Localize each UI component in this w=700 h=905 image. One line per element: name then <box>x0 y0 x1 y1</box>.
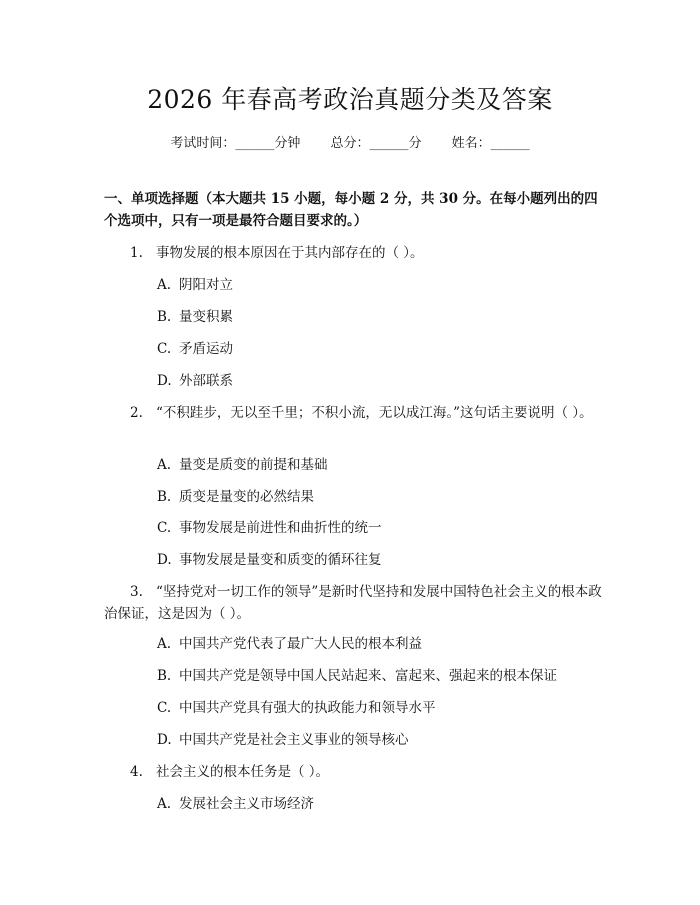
option-letter: D. <box>157 373 172 389</box>
option-text: 中国共产党代表了最广大人民的根本利益 <box>179 636 422 652</box>
question-3-option-d <box>157 729 409 751</box>
page-title: 2026 年春高考政治真题分类及答案 <box>147 85 553 114</box>
question-number: 2. <box>130 405 143 421</box>
question-3-option-a <box>157 633 422 655</box>
option-letter: B. <box>157 309 172 325</box>
option-letter: C. <box>157 700 172 716</box>
option-text: 中国共产党是领导中国人民站起来、富起来、强起来的根本保证 <box>179 668 557 684</box>
option-text: 阴阳对立 <box>179 277 233 293</box>
option-text: 中国共产党具有强大的执政能力和领导水平 <box>179 700 436 716</box>
question-4-option-a <box>157 793 314 815</box>
section-header: 一、单项选择题（本大题共 15 小题，每小题 2 分，共 30 分。在每小题列出的四个选项中，只有一项是最符合题目要求的。） <box>104 191 598 229</box>
option-text: 矛盾运动 <box>179 341 233 357</box>
option-letter: A. <box>157 457 172 473</box>
question-2-option-d <box>157 549 382 571</box>
question-text: 社会主义的根本任务是（ ）。 <box>156 764 330 780</box>
question-number: 3. <box>130 584 143 600</box>
question-text: 事物发展的根本原因在于其内部存在的（ ）。 <box>156 245 424 261</box>
question-text: “不积跬步，无以至千里；不积小流，无以成江海。”这句话主要说明（ ）。 <box>156 405 593 421</box>
question-1-option-a <box>157 274 233 296</box>
option-text: 中国共产党是社会主义事业的领导核心 <box>179 732 409 748</box>
question-2 <box>104 402 604 424</box>
question-1-option-d <box>157 370 233 392</box>
question-number: 4. <box>130 764 143 780</box>
option-letter: B. <box>157 489 172 505</box>
option-letter: B. <box>157 668 172 684</box>
question-2-option-a <box>157 454 328 476</box>
question-2-option-c <box>157 517 382 539</box>
option-letter: A. <box>157 796 172 812</box>
question-text: “坚持党对一切工作的领导”是新时代坚持和发展中国特色社会主义的根本政治保证，这是因为（ ）。 <box>104 584 602 622</box>
question-1 <box>104 242 604 264</box>
option-letter: A. <box>157 277 172 293</box>
option-text: 外部联系 <box>179 373 233 389</box>
question-number: 1. <box>130 245 143 261</box>
option-letter: D. <box>157 732 172 748</box>
option-text: 事物发展是量变和质变的循环往复 <box>179 552 382 568</box>
option-text: 事物发展是前进性和曲折性的统一 <box>179 520 382 536</box>
option-letter: C. <box>157 520 172 536</box>
question-1-option-c <box>157 338 233 360</box>
student-name-field: 姓名：______ <box>451 136 530 151</box>
question-3-option-c <box>157 697 436 719</box>
question-4 <box>104 761 604 783</box>
option-letter: D. <box>157 552 172 568</box>
option-text: 量变积累 <box>179 309 233 325</box>
exam-time-field: 考试时间：______分钟 <box>170 136 301 151</box>
option-text: 质变是量变的必然结果 <box>179 489 314 505</box>
question-1-option-b <box>157 306 233 328</box>
question-3 <box>104 581 604 625</box>
total-score-field: 总分：______分 <box>330 136 422 151</box>
exam-meta <box>0 132 700 151</box>
option-text: 发展社会主义市场经济 <box>179 796 314 812</box>
option-text: 量变是质变的前提和基础 <box>179 457 328 473</box>
question-3-option-b <box>157 665 557 687</box>
option-letter: C. <box>157 341 172 357</box>
question-2-option-b <box>157 486 314 508</box>
option-letter: A. <box>157 636 172 652</box>
